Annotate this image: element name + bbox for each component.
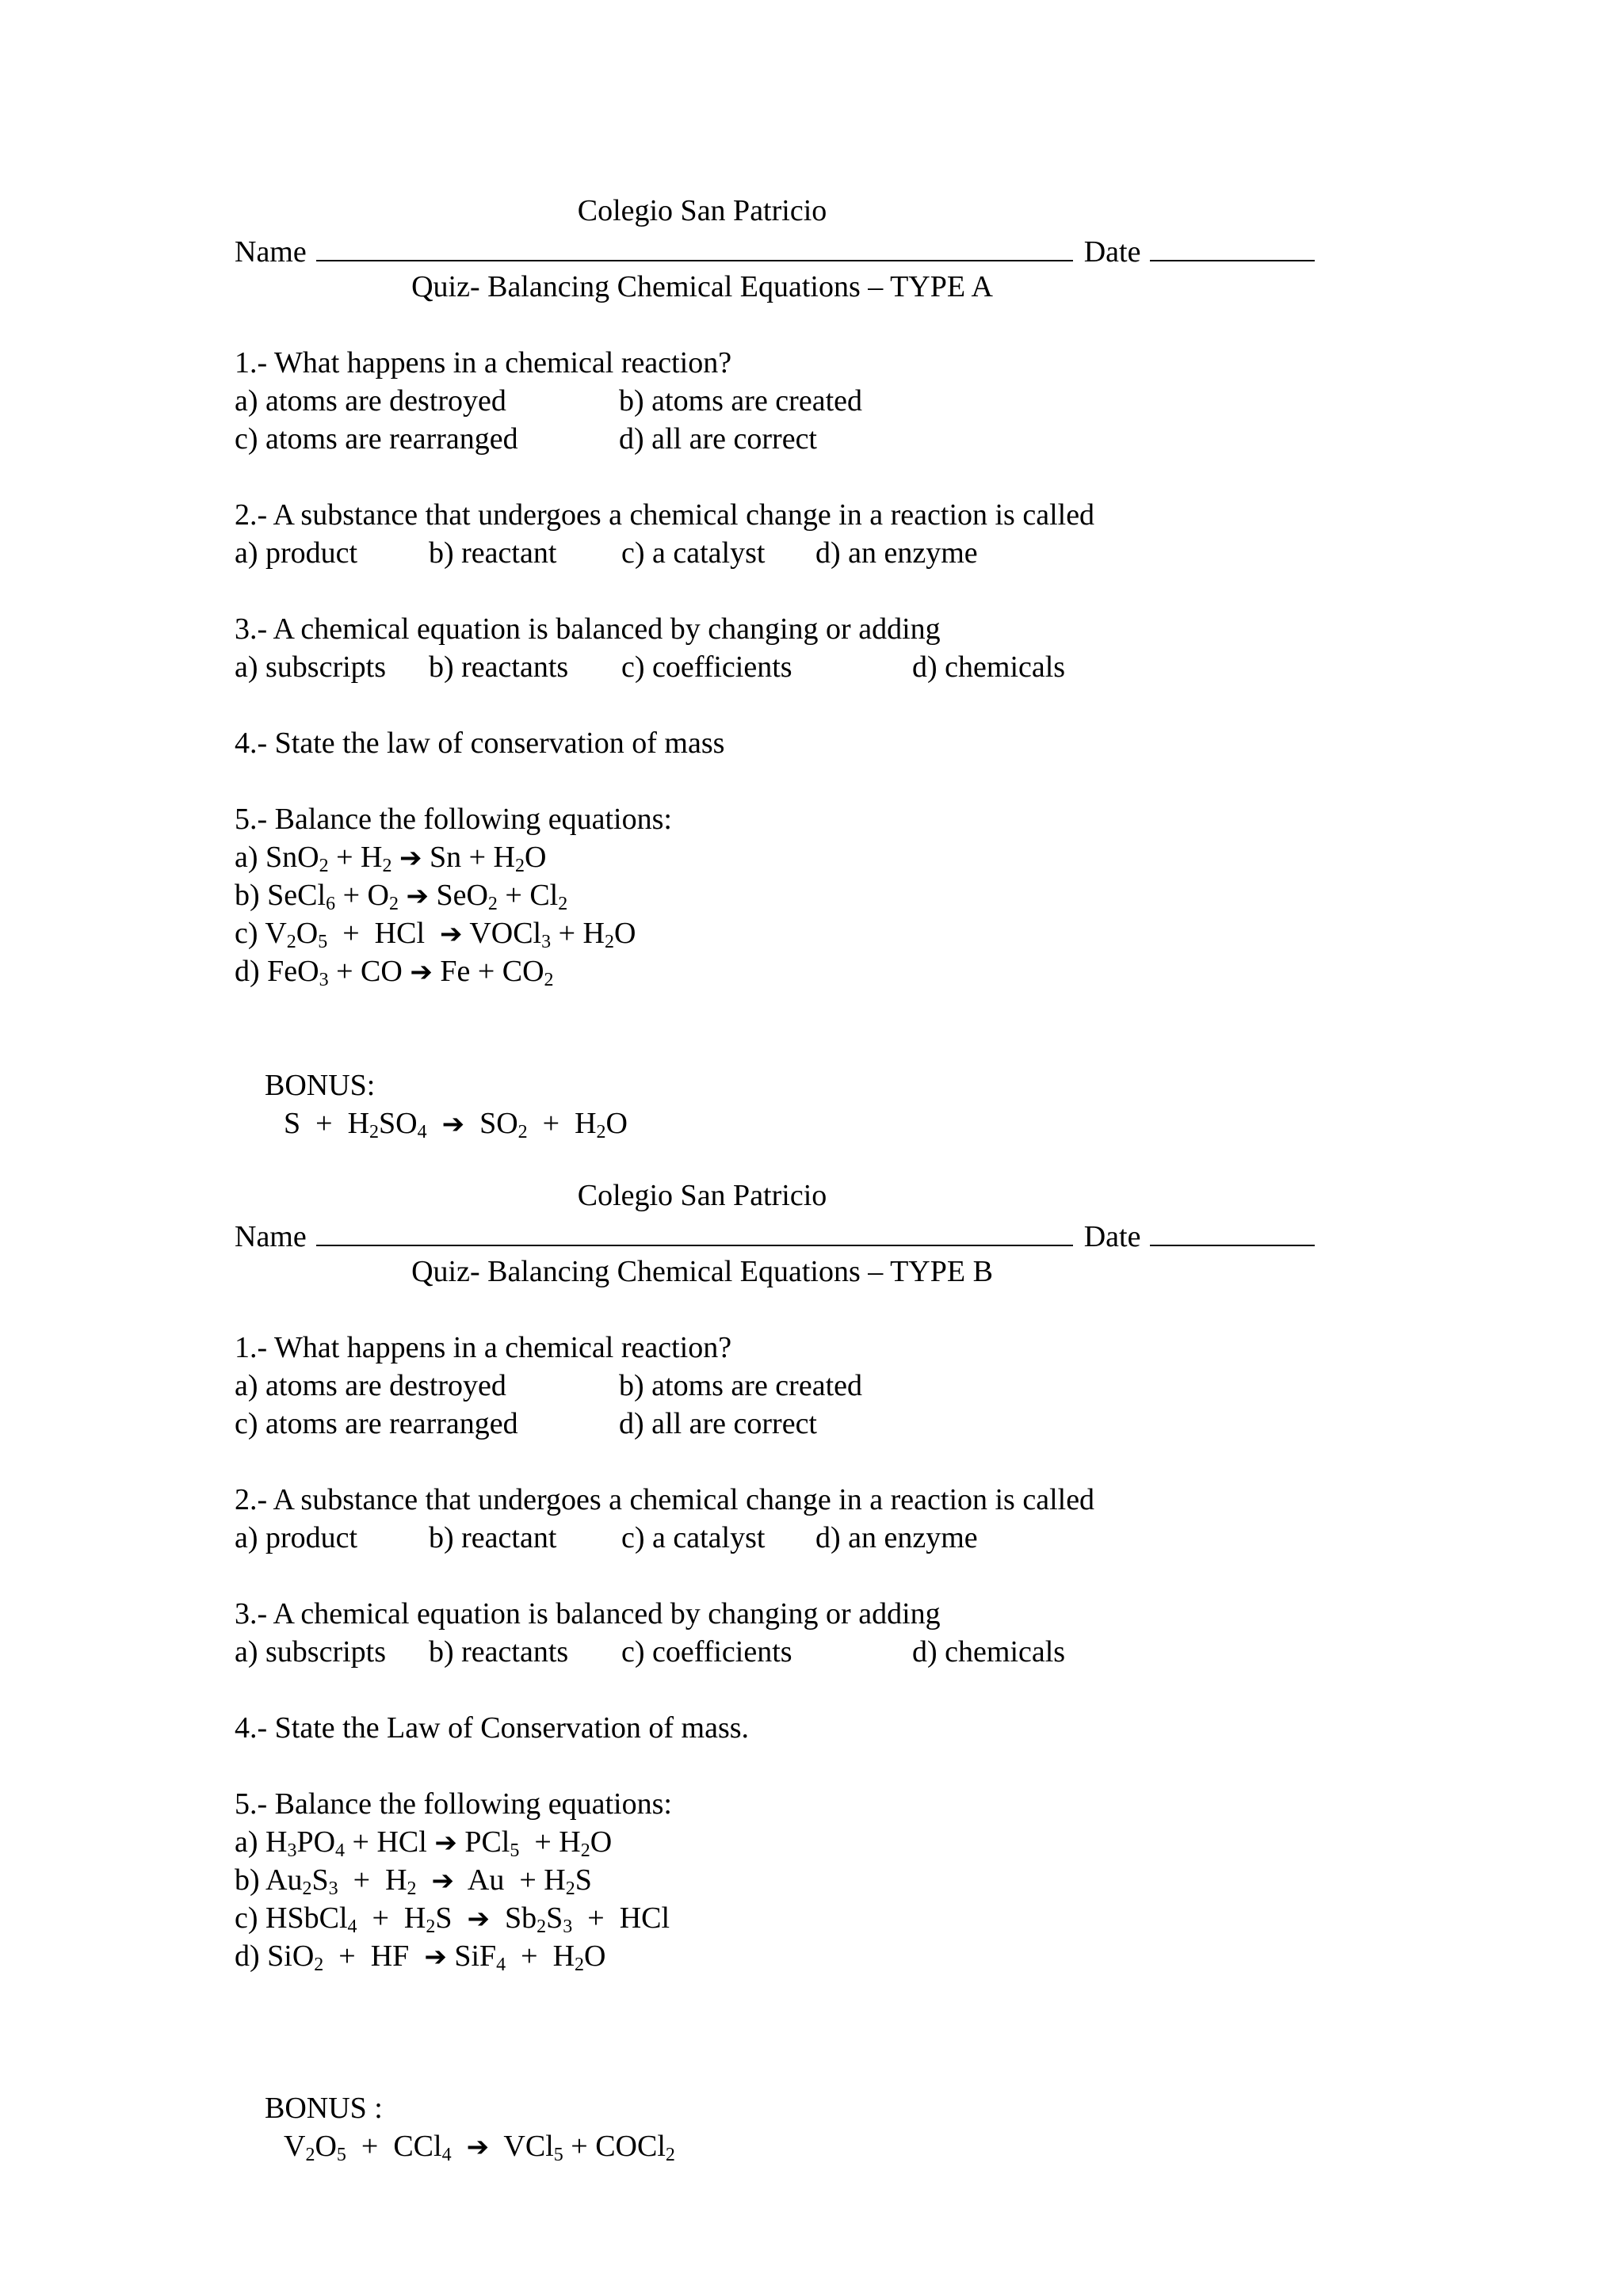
name-date-row bbox=[235, 230, 1328, 268]
date-field[interactable] bbox=[1150, 230, 1315, 261]
equation-d: d) SiO$_2$ + HF ➔ $SiF_4 + H_2O$ bbox=[235, 1939, 606, 1975]
bonus-row bbox=[235, 2051, 1328, 2165]
question-1-options-row-1 bbox=[235, 1367, 1328, 1405]
name-field[interactable] bbox=[316, 1215, 1073, 1246]
right-arrow-icon: ➔ bbox=[466, 2131, 490, 2163]
question-5-prompt: 5.- Balance the following equations: bbox=[235, 1787, 672, 1821]
question-1-prompt: 1.- What happens in a chemical reaction? bbox=[235, 346, 732, 379]
option-d: d) an enzyme bbox=[815, 1521, 978, 1554]
option-c: c) coefficients bbox=[621, 650, 792, 684]
date-label: Date bbox=[1083, 1220, 1141, 1253]
option-a: a) atoms are destroyed bbox=[235, 1369, 506, 1402]
option-a: a) product bbox=[235, 1521, 358, 1554]
name-label: Name bbox=[235, 1220, 307, 1253]
school-name: Colegio San Patricio bbox=[577, 1179, 827, 1212]
question-1-prompt: 1.- What happens in a chemical reaction? bbox=[235, 1331, 732, 1364]
question-2-prompt: 2.- A substance that undergoes a chemical change in a reaction is called bbox=[235, 1483, 1095, 1516]
option-d: d) chemicals bbox=[912, 1635, 1066, 1669]
bonus-row bbox=[235, 1028, 1328, 1142]
option-d: d) all are correct bbox=[619, 422, 817, 456]
option-d: d) chemicals bbox=[912, 650, 1066, 684]
question-3-options bbox=[235, 1633, 1328, 1671]
equation-c: c) HSbCl$_4$ + $H_2S$ ➔ $Sb_2S_3$ + HCl bbox=[235, 1901, 670, 1937]
option-c: c) coefficients bbox=[621, 1635, 792, 1669]
option-b: b) reactants bbox=[429, 1635, 569, 1669]
option-b: b) reactant bbox=[429, 1521, 557, 1554]
question-3-prompt: 3.- A chemical equation is balanced by changing or adding bbox=[235, 612, 941, 646]
question-1-options-row-2 bbox=[235, 1405, 1328, 1443]
quiz-title: Quiz- Balancing Chemical Equations – TYPE B bbox=[411, 1255, 993, 1288]
bonus-label: BONUS : bbox=[265, 2092, 383, 2125]
question-3-options bbox=[235, 648, 1328, 686]
right-arrow-icon: ➔ bbox=[399, 842, 422, 874]
quiz-type-b bbox=[235, 1177, 1328, 2165]
option-b: b) reactant bbox=[429, 536, 557, 570]
date-label: Date bbox=[1083, 235, 1141, 269]
name-field[interactable] bbox=[316, 230, 1073, 261]
question-4-prompt: 4.- State the Law of Conservation of mass. bbox=[235, 1711, 750, 1745]
option-b: b) reactants bbox=[429, 650, 569, 684]
question-1-options-row-2 bbox=[235, 420, 1328, 458]
option-a: a) subscripts bbox=[235, 650, 387, 684]
option-a: a) subscripts bbox=[235, 1635, 387, 1669]
option-b: b) atoms are created bbox=[619, 384, 862, 418]
question-1-options-row-1 bbox=[235, 382, 1328, 420]
bonus-equation: $V_2O_5 + CCl_4$ ➔ VCl$_5$ + COCl$_2$ bbox=[284, 2130, 675, 2165]
question-2-prompt: 2.- A substance that undergoes a chemical change in a reaction is called bbox=[235, 498, 1095, 532]
quiz-title: Quiz- Balancing Chemical Equations – TYPE A bbox=[411, 270, 993, 303]
option-a: a) atoms are destroyed bbox=[235, 384, 506, 418]
right-arrow-icon: ➔ bbox=[424, 1941, 447, 1973]
equation-d: d) FeO$_3$ + CO ➔ $Fe + CO_2$ bbox=[235, 955, 554, 990]
question-4-prompt: 4.- State the law of conservation of mass bbox=[235, 727, 725, 760]
quiz-type-a bbox=[235, 192, 1328, 1142]
question-5-prompt: 5.- Balance the following equations: bbox=[235, 803, 672, 836]
option-b: b) atoms are created bbox=[619, 1369, 862, 1402]
option-c: c) a catalyst bbox=[621, 536, 766, 570]
equation-b: b) SeCl$_6$ + $O_2$ ➔ $SeO_2 + Cl_2$ bbox=[235, 879, 568, 914]
name-label: Name bbox=[235, 235, 307, 269]
equation-a: a) $SnO_2 + H_2$ ➔ $Sn + H_2O$ bbox=[235, 841, 547, 876]
question-2-options bbox=[235, 534, 1328, 572]
right-arrow-icon: ➔ bbox=[410, 956, 433, 988]
school-name: Colegio San Patricio bbox=[577, 194, 827, 227]
option-d: d) an enzyme bbox=[815, 536, 978, 570]
option-a: a) product bbox=[235, 536, 358, 570]
right-arrow-icon: ➔ bbox=[467, 1903, 491, 1935]
right-arrow-icon: ➔ bbox=[406, 880, 429, 912]
option-d: d) all are correct bbox=[619, 1407, 817, 1440]
right-arrow-icon: ➔ bbox=[431, 1865, 455, 1897]
option-c: c) atoms are rearranged bbox=[235, 422, 518, 456]
question-3-prompt: 3.- A chemical equation is balanced by changing or adding bbox=[235, 1597, 941, 1630]
question-2-options bbox=[235, 1519, 1328, 1557]
date-field[interactable] bbox=[1150, 1215, 1315, 1246]
right-arrow-icon: ➔ bbox=[440, 918, 463, 950]
bonus-equation: $S + H_2SO_4$ ➔ $SO_2 + H_2O$ bbox=[284, 1107, 628, 1142]
right-arrow-icon: ➔ bbox=[434, 1827, 457, 1859]
equation-a: a) $H_3PO_4$ + HCl ➔ $PCl_5 + H_2O$ bbox=[235, 1825, 613, 1861]
bonus-label: BONUS: bbox=[265, 1069, 376, 1102]
name-date-row bbox=[235, 1215, 1328, 1253]
right-arrow-icon: ➔ bbox=[441, 1108, 465, 1140]
option-c: c) atoms are rearranged bbox=[235, 1407, 518, 1440]
option-c: c) a catalyst bbox=[621, 1521, 766, 1554]
equation-c: c) $V_2O_5$ + HCl ➔ VOCl$_3$ + $H_2O$ bbox=[235, 917, 636, 952]
equation-b: b) $Au_2S_3 + H_2$ ➔ $Au + H_2S$ bbox=[235, 1863, 592, 1899]
